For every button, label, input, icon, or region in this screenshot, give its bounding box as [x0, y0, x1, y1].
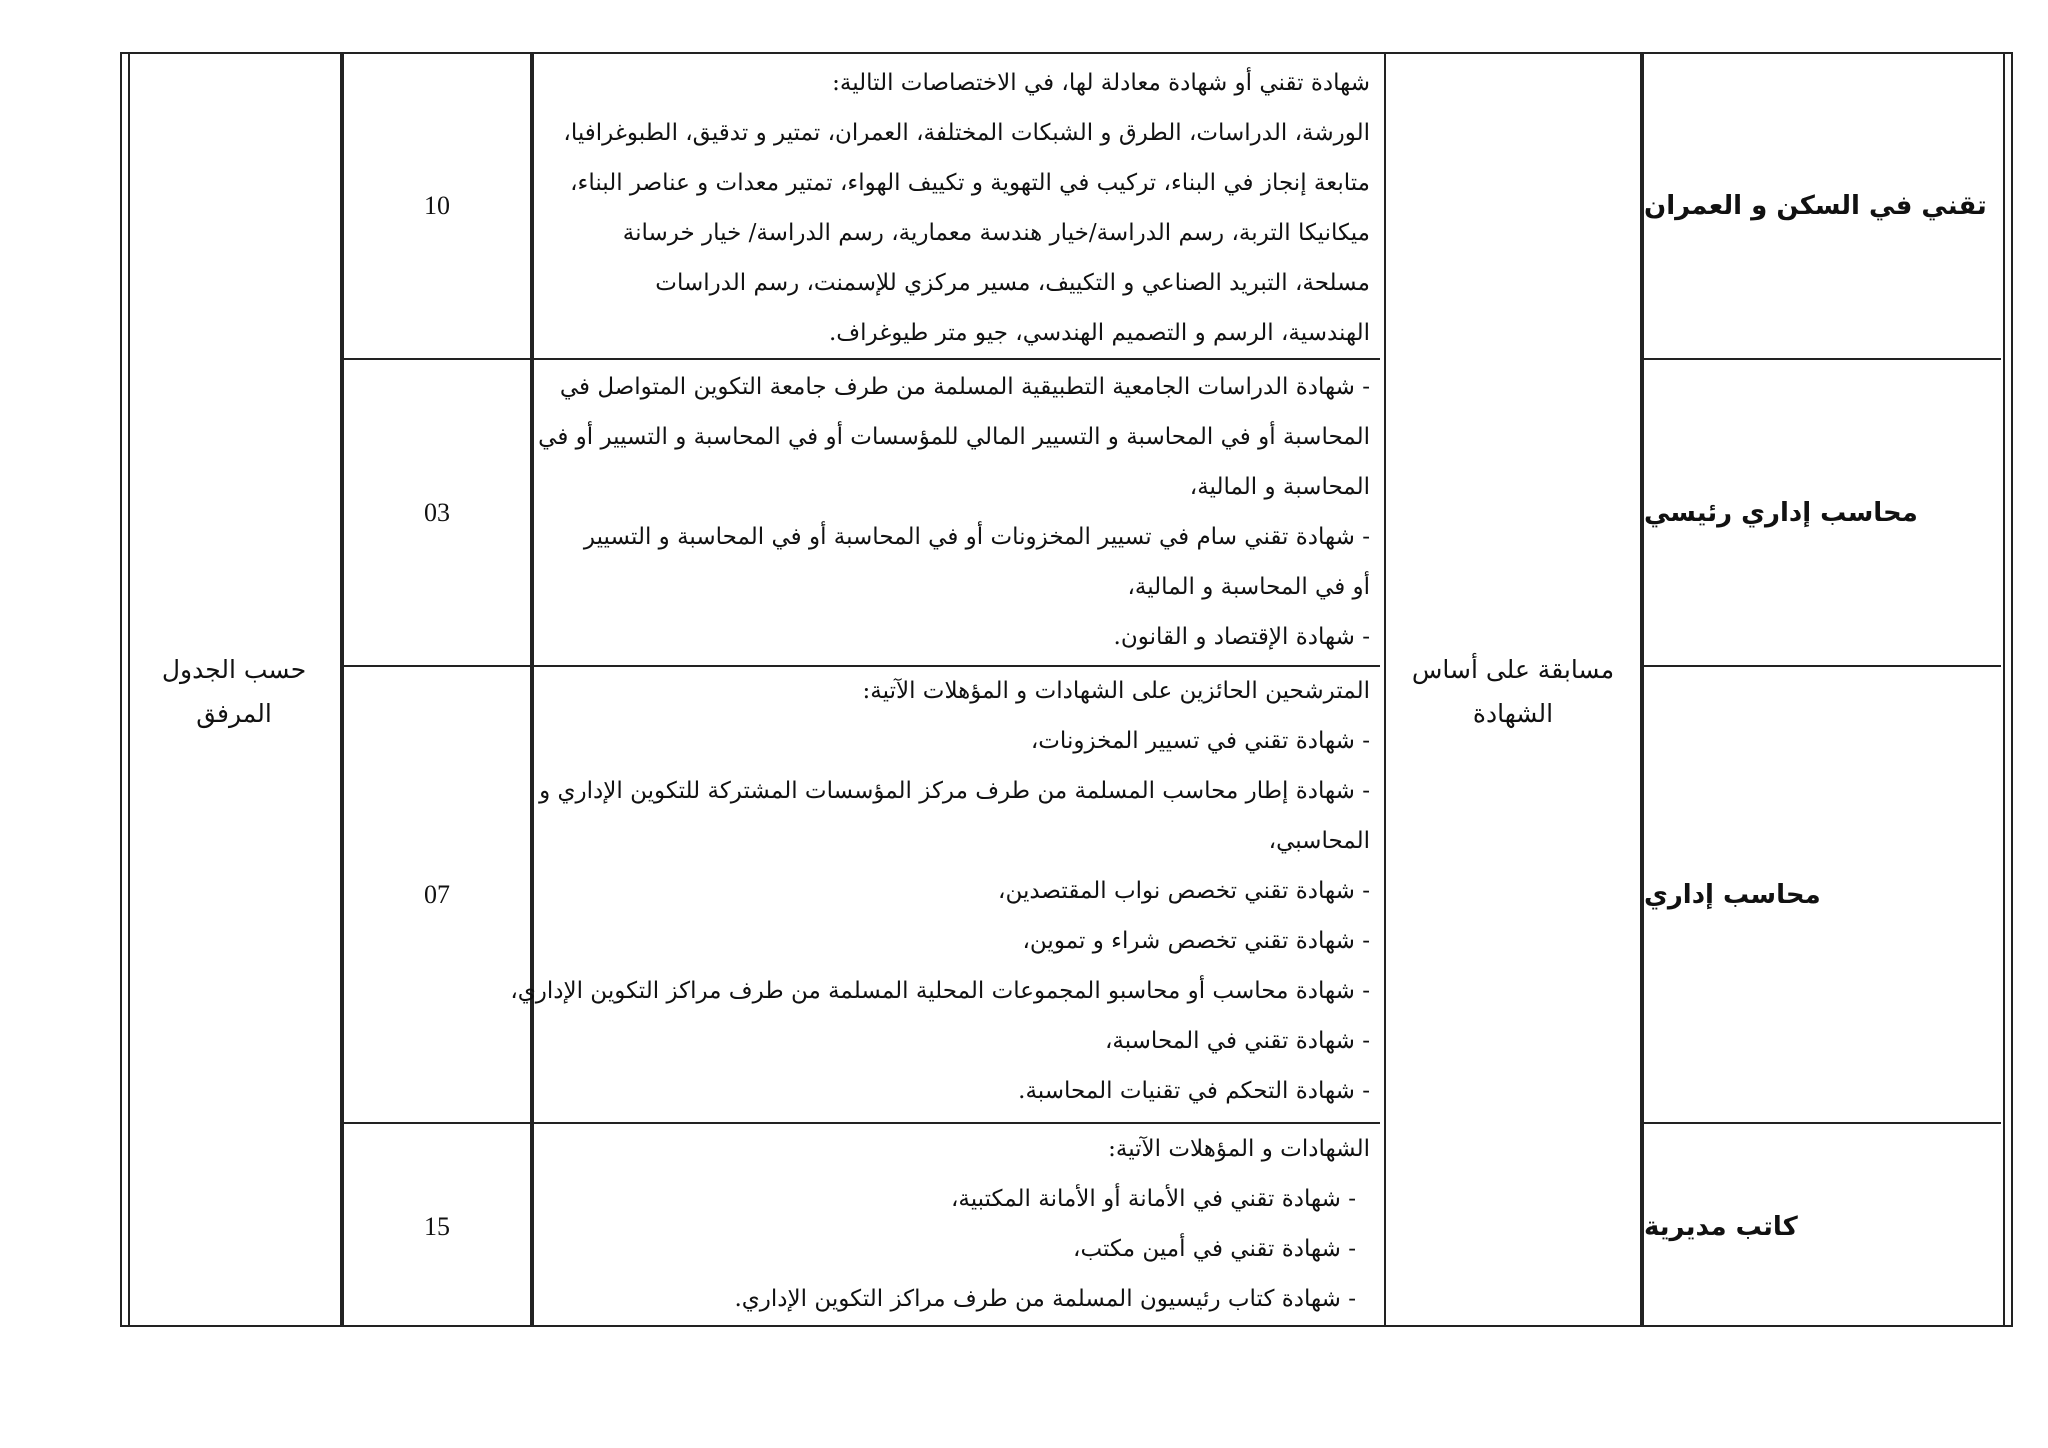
qualifications-table [120, 52, 2013, 1327]
qualification-line: - شهادة تقني تخصص شراء و تموين، [1022, 928, 1370, 954]
reference-cell [130, 54, 338, 1329]
qualification-line: - شهادة إطار محاسب المسلمة من طرف مركز المؤسسات المشتركة للتكوين الإداري و [539, 778, 1370, 804]
qualification-line: المترشحين الحائزين على الشهادات و المؤهلات الآتية: [862, 678, 1370, 704]
qualification-line: الشهادات و المؤهلات الآتية: [1108, 1136, 1370, 1162]
qualification-line: - شهادة تقني في أمين مكتب، [1073, 1236, 1356, 1262]
qualifications-list [510, 666, 1384, 1116]
post-title: تقني في السكن و العمران [1644, 191, 1987, 221]
reference-line: المرفق [196, 698, 272, 728]
qualification-line: - شهادة تقني في تسيير المخزونات، [1030, 728, 1370, 754]
post-count: 15 [424, 1211, 450, 1241]
post-title: كاتب مديرية [1644, 1211, 1798, 1242]
qualifications-list [534, 58, 1384, 358]
qualification-line: المحاسبي، [1268, 828, 1370, 854]
qualification-line: الهندسية، الرسم و التصميم الهندسي، جيو متر طيوغراف. [828, 320, 1370, 346]
qualification-line: - شهادة تقني سام في تسيير المخزونات أو في المحاسبة أو في المحاسبة و التسيير [583, 524, 1370, 550]
qualification-line: - شهادة الإقتصاد و القانون. [1113, 624, 1370, 650]
qualification-line: متابعة إنجاز في البناء، تركيب في التهوية و تكييف الهواء، تمتير معدات و عناصر البناء، [570, 170, 1370, 196]
qualification-line: مسلحة، التبريد الصناعي و التكييف، مسير مركزي للإسمنت، رسم الدراسات [655, 270, 1370, 296]
recruitment-mode-line: الشهادة [1472, 698, 1554, 728]
recruitment-mode-cell [1386, 54, 1640, 1329]
qualification-line: - شهادة الدراسات الجامعية التطبيقية المسلمة من طرف جامعة التكوين المتواصل في [559, 374, 1370, 400]
qualification-line: المحاسبة و المالية، [1189, 474, 1370, 500]
qualification-line: ميكانيكا التربة، رسم الدراسة/خيار هندسة معمارية، رسم الدراسة/ خيار خرسانة [622, 220, 1370, 246]
post-count: 07 [424, 879, 450, 909]
post-title: محاسب إداري [1644, 879, 1821, 910]
qualification-line: - شهادة التحكم في تقنيات المحاسبة. [1018, 1078, 1370, 1104]
qualification-line: - شهادة تقني تخصص نواب المقتصدين، [998, 878, 1370, 904]
qualification-line: - شهادة محاسب أو محاسبو المجموعات المحلية المسلمة من طرف مراكز التكوين الإداري، [510, 978, 1370, 1004]
qualification-line: الورشة، الدراسات، الطرق و الشبكات المختلفة، العمران، تمتير و تدقيق، الطبوغرافيا، [563, 120, 1370, 146]
post-count: 03 [424, 497, 450, 527]
post-title: محاسب إداري رئيسي [1644, 497, 1918, 528]
qualification-line: - شهادة تقني في المحاسبة، [1104, 1028, 1370, 1054]
post-count: 10 [424, 191, 450, 220]
qualifications-list [534, 362, 1384, 662]
qualification-line: - شهادة تقني في الأمانة أو الأمانة المكتبية، [950, 1186, 1356, 1212]
qualifications-list [534, 1124, 1384, 1324]
qualification-line: شهادة تقني أو شهادة معادلة لها، في الاختصاصات التالية: [832, 70, 1370, 96]
qualification-line: - شهادة كتاب رئيسيون المسلمة من طرف مراكز التكوين الإداري. [734, 1286, 1356, 1312]
qualification-line: أو في المحاسبة و المالية، [1127, 574, 1370, 600]
qualification-line: المحاسبة أو في المحاسبة و التسيير المالي للمؤسسات أو في المحاسبة و التسيير أو في [538, 424, 1370, 450]
reference-line: حسب الجدول [161, 654, 307, 684]
recruitment-mode-line: مسابقة على أساس [1411, 654, 1615, 684]
